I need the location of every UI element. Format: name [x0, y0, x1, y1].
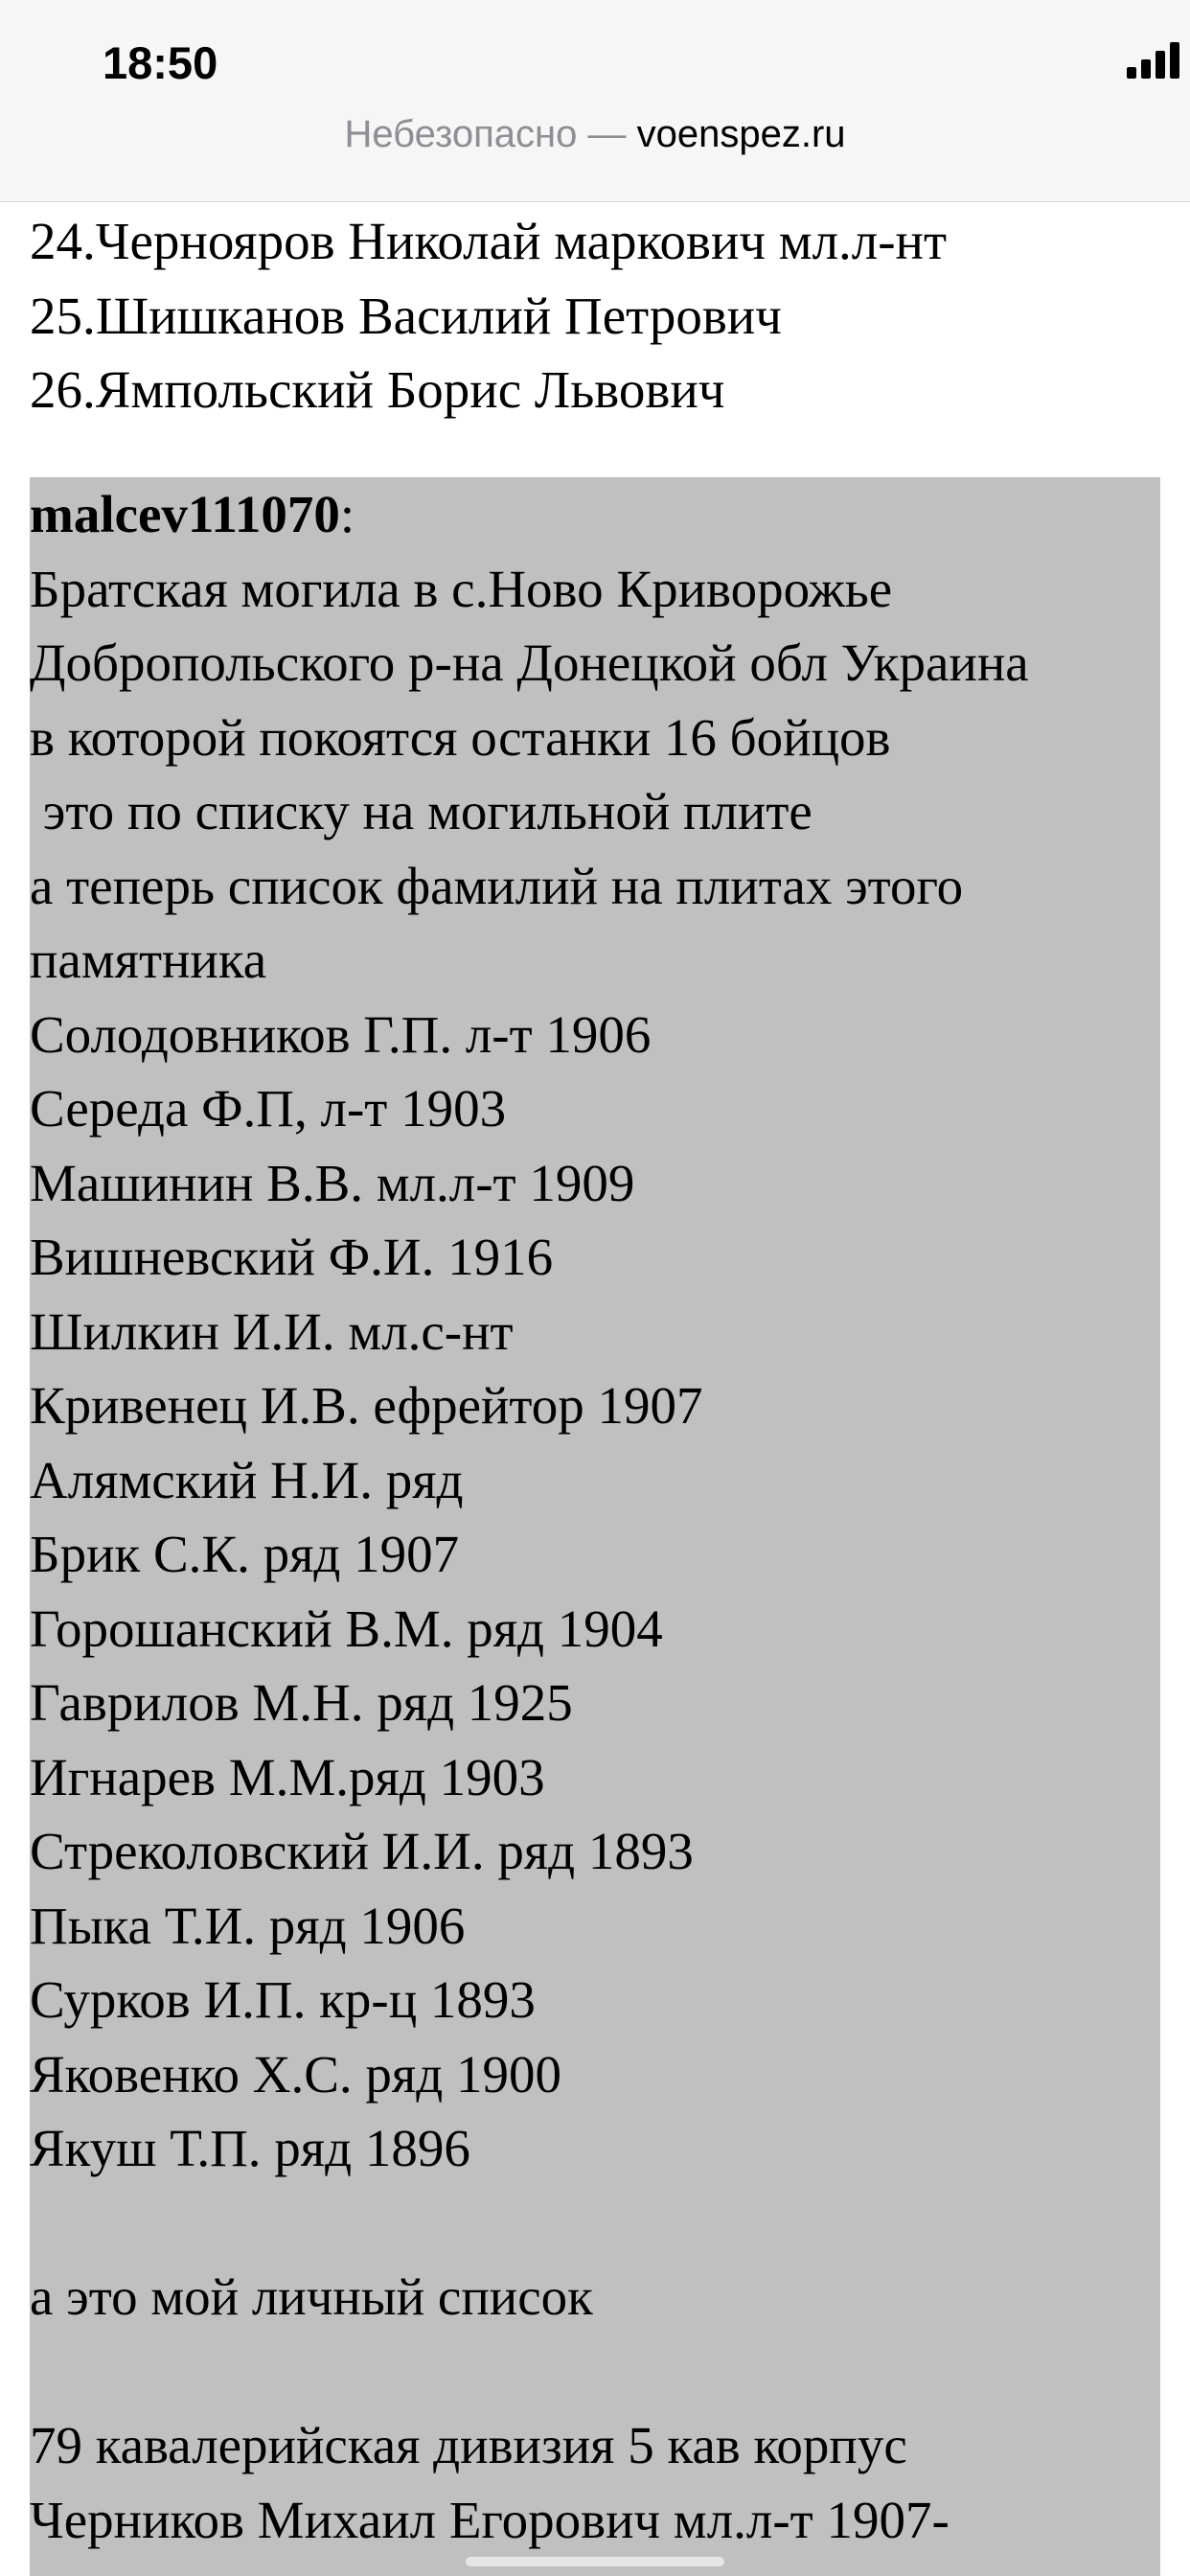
post-author-line [30, 477, 1160, 552]
name-entry: Шилкин И.И. мл.с-нт [30, 1301, 514, 1361]
post-author[interactable]: malcev111070 [30, 485, 340, 543]
post-text-line: а теперь список фамилий на плитах этого [30, 856, 964, 915]
status-bar [0, 0, 1190, 202]
name-entry: Стреколовский И.И. ряд 1893 [30, 1822, 694, 1880]
top-list [30, 201, 1160, 427]
post-text-line: Братская могила в с.Ново Криворожье [30, 559, 893, 618]
page-content [30, 201, 1160, 2576]
name-entry: Якуш Т.П. ряд 1896 [30, 2119, 470, 2177]
home-indicator[interactable] [466, 2557, 724, 2566]
address-bar[interactable] [0, 113, 1190, 156]
spacer [30, 2334, 1160, 2409]
name-entry: Вишневский Ф.И. 1916 [30, 1228, 554, 1286]
name-entry: Сурков И.П. кр-ц 1893 [30, 1970, 536, 2029]
post-text-line: памятника [30, 931, 267, 989]
status-time: 18:50 [103, 37, 218, 88]
name-entry: Игнарев М.М.ряд 1903 [30, 1747, 545, 1806]
forum-post [30, 477, 1160, 2576]
list-item: 24.Чернояров Николай маркович мл.л-нт [30, 212, 948, 270]
post-text-line: в которой покоятся останки 16 бойцов [30, 707, 891, 767]
division-line: 79 кавалерийская дивизия 5 кав корпус [30, 2416, 907, 2474]
name-entry: Горошанский В.М. ряд 1904 [30, 1598, 663, 1658]
cellular-signal-icon [1127, 42, 1180, 79]
post-text-line: Добропольского р-на Донецкой обл Украина [30, 633, 1029, 692]
post-text-line: это по списку на могильной плите [30, 782, 812, 840]
name-entry: Кривенец И.В. ефрейтор 1907 [30, 1376, 703, 1435]
spacer [30, 2186, 1160, 2261]
insecure-label: Небезопасно — [344, 113, 637, 155]
list-item: 25.Шишканов Василий Петрович [30, 286, 782, 345]
name-entry: Машинин В.В. мл.л-т 1909 [30, 1153, 635, 1212]
name-entry: Яковенко Х.С. ряд 1900 [30, 2044, 561, 2104]
name-entry: Черников Михаил Егорович мл.л-т 1907- [30, 2490, 950, 2549]
name-entry: Солодовников Г.П. л-т 1906 [30, 1004, 652, 1064]
post-author-suffix: : [339, 485, 355, 543]
name-entry: Гаврилов М.Н. ряд 1925 [30, 1673, 573, 1732]
name-entry: Алямский Н.И. ряд [30, 1450, 464, 1509]
list-item: 26.Ямпольский Борис Львович [30, 360, 725, 419]
url-domain: voenspez.ru [636, 113, 846, 155]
name-entry: Брик С.К. ряд 1907 [30, 1525, 460, 1583]
name-entry: Пыка Т.И. ряд 1906 [30, 1896, 466, 1955]
name-entry: Середа Ф.П, л-т 1903 [30, 1079, 507, 1138]
personal-list-heading: а это мой личный список [30, 2267, 593, 2326]
